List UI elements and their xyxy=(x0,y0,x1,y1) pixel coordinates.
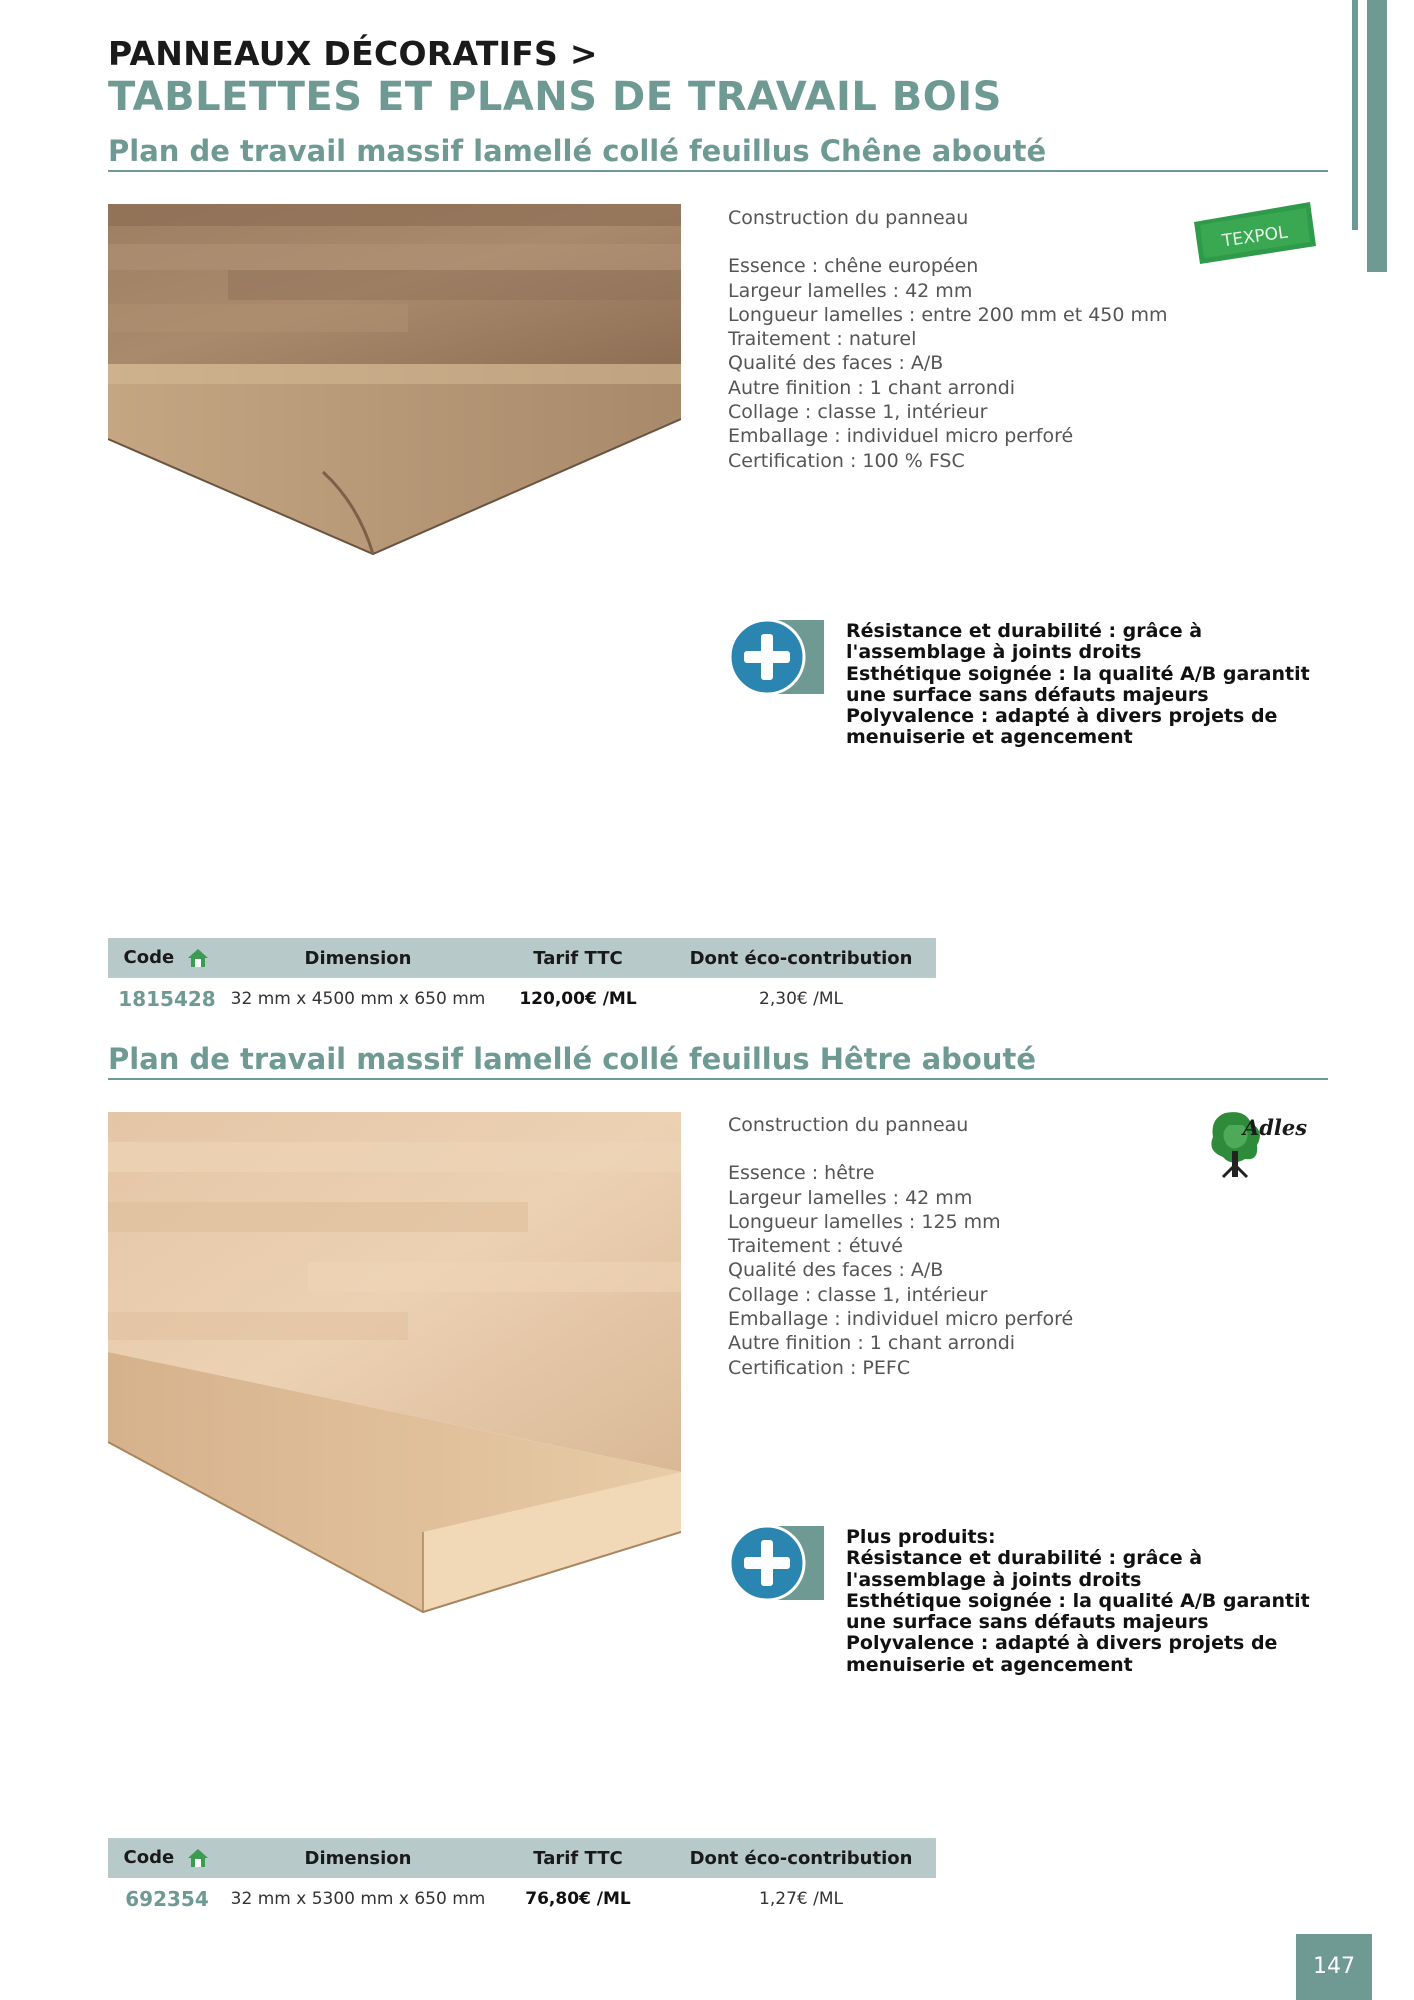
spec-line: Qualité des faces : A/B xyxy=(728,352,944,375)
header-code: Code xyxy=(123,1847,175,1868)
adles-logo xyxy=(1205,1105,1315,1181)
cell-code: 692354 xyxy=(125,1887,209,1911)
benefits-block xyxy=(846,1527,1346,1676)
header-dimension: Dimension xyxy=(226,1838,490,1878)
page-title: TABLETTES ET PLANS DE TRAVAIL BOIS xyxy=(108,74,1002,120)
plus-icon xyxy=(728,618,824,696)
house-icon xyxy=(186,946,210,970)
benefit-line: Résistance et durabilité : grâce à l'assemblage à joints droits xyxy=(846,1547,1203,1591)
decorative-bar xyxy=(1367,0,1387,272)
spec-line: Collage : classe 1, intérieur xyxy=(728,401,988,424)
benefit-line: Esthétique soignée : la qualité A/B garantit une surface sans défauts majeurs xyxy=(846,1589,1310,1634)
specs-block xyxy=(728,1113,1073,1380)
header-dimension: Dimension xyxy=(226,938,490,978)
spec-line: Emballage : individuel micro perforé xyxy=(728,1308,1074,1331)
price-table xyxy=(108,938,936,1020)
benefit-line: Polyvalence : adapté à divers projets de menuiserie et agencement xyxy=(846,705,1278,749)
spec-line: Essence : chêne européen xyxy=(728,255,979,278)
page-number: 147 xyxy=(1296,1934,1372,2000)
benefit-line: Esthétique soignée : la qualité A/B garantit une surface sans défauts majeurs xyxy=(846,662,1310,706)
texpol-logo-text: TEXPOL xyxy=(1220,222,1289,252)
header-eco: Dont éco-contribution xyxy=(666,938,936,978)
cell-price: 76,80€ /ML xyxy=(525,1889,631,1909)
oak-worktop-image xyxy=(108,204,681,556)
specs-heading: Construction du panneau xyxy=(728,1114,969,1136)
table-row xyxy=(108,978,936,1020)
header-price: Tarif TTC xyxy=(490,1838,666,1878)
header-eco: Dont éco-contribution xyxy=(666,1838,936,1878)
header-code: Code xyxy=(123,947,175,968)
spec-line: Largeur lamelles : 42 mm xyxy=(728,279,973,302)
product-title: Plan de travail massif lamellé collé feuillus Chêne abouté xyxy=(108,134,1047,168)
specs-block xyxy=(728,206,1168,473)
decorative-bar xyxy=(1352,0,1358,230)
product-title: Plan de travail massif lamellé collé feuillus Hêtre abouté xyxy=(108,1042,1037,1076)
spec-line: Largeur lamelles : 42 mm xyxy=(728,1186,973,1209)
texpol-logo xyxy=(1190,198,1320,270)
section-divider xyxy=(108,170,1328,172)
spec-line: Longueur lamelles : 125 mm xyxy=(728,1210,1001,1233)
section-divider xyxy=(108,1078,1328,1080)
cell-eco: 2,30€ /ML xyxy=(759,989,843,1009)
spec-line: Collage : classe 1, intérieur xyxy=(728,1283,988,1306)
page-category: PANNEAUX DÉCORATIFS > xyxy=(108,34,598,73)
table-row xyxy=(108,1878,936,1920)
plus-icon xyxy=(728,1524,824,1602)
spec-line: Certification : 100 % FSC xyxy=(728,449,965,472)
spec-line: Traitement : naturel xyxy=(728,328,917,351)
benefits-block xyxy=(846,621,1346,749)
spec-line: Traitement : étuvé xyxy=(728,1235,903,1258)
spec-line: Autre finition : 1 chant arrondi xyxy=(728,1332,1016,1355)
cell-dimension: 32 mm x 4500 mm x 650 mm xyxy=(230,989,486,1009)
specs-heading: Construction du panneau xyxy=(728,207,969,229)
spec-line: Qualité des faces : A/B xyxy=(728,1259,944,1282)
spec-line: Autre finition : 1 chant arrondi xyxy=(728,376,1016,399)
spec-line: Certification : PEFC xyxy=(728,1356,911,1379)
cell-code: 1815428 xyxy=(118,987,216,1011)
house-icon xyxy=(186,1846,210,1870)
cell-price: 120,00€ /ML xyxy=(519,989,637,1009)
table-header xyxy=(108,1838,226,1878)
adles-logo-text: Adles xyxy=(1242,1115,1308,1140)
cell-dimension: 32 mm x 5300 mm x 650 mm xyxy=(230,1889,486,1909)
spec-line: Essence : hêtre xyxy=(728,1162,875,1185)
benefit-line: Polyvalence : adapté à divers projets de menuiserie et agencement xyxy=(846,1632,1278,1676)
spec-line: Emballage : individuel micro perforé xyxy=(728,425,1074,448)
price-table xyxy=(108,1838,936,1920)
spec-line: Longueur lamelles : entre 200 mm et 450 mm xyxy=(728,303,1168,326)
cell-eco: 1,27€ /ML xyxy=(759,1889,843,1909)
table-header xyxy=(108,938,226,978)
beech-worktop-image xyxy=(108,1112,681,1618)
header-price: Tarif TTC xyxy=(490,938,666,978)
benefit-line: Résistance et durabilité : grâce à l'assemblage à joints droits xyxy=(846,620,1203,664)
benefits-intro: Plus produits: xyxy=(846,1526,996,1548)
